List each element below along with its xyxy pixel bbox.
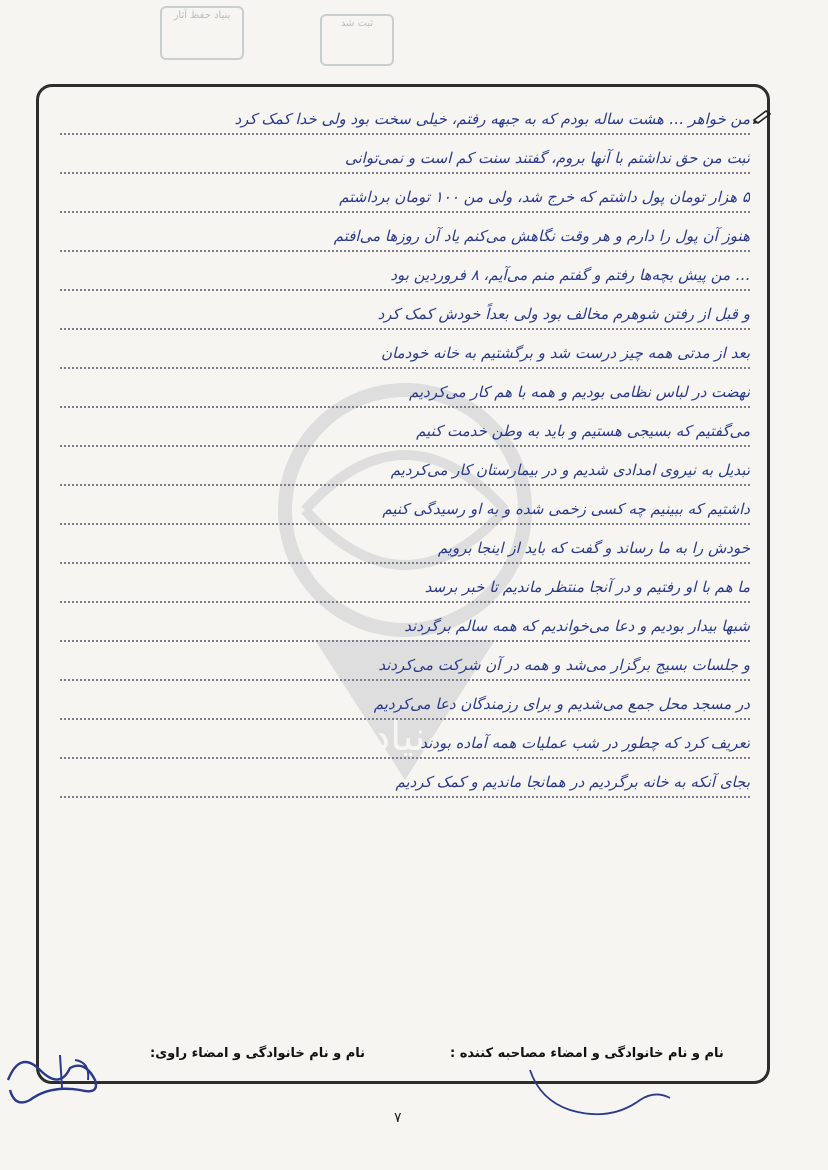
handwritten-line: خودش را به ما رساند و گفت که باید از اینجا برویم <box>60 525 750 564</box>
handwritten-text-area <box>60 96 750 798</box>
handwritten-line: و قبل از رفتن شوهرم مخالف بود ولی بعداً خودش کمک کرد <box>60 291 750 330</box>
page-number: ۷ <box>394 1110 402 1126</box>
handwritten-line: داشتیم که ببینیم چه کسی زخمی شده و به او رسیدگی کنیم <box>60 486 750 525</box>
handwritten-line: تبدیل به نیروی امدادی شدیم و در بیمارستان کار می‌کردیم <box>60 447 750 486</box>
pencil-icon <box>752 108 774 124</box>
handwritten-line: ثبت من حق نداشتم با آنها بروم، گفتند سنت کم است و نمی‌توانی <box>60 135 750 174</box>
registry-stamp-text: بنیاد حفظ آثار <box>173 10 231 21</box>
registry-stamp-secondary-text: ثبت شد <box>340 18 374 29</box>
watermark-org-name: بنیاد <box>372 714 438 760</box>
handwritten-line: می‌گفتیم که بسیجی هستیم و باید به وطن خدمت کنیم <box>60 408 750 447</box>
handwritten-line: در مسجد محل جمع می‌شدیم و برای رزمندگان دعا می‌کردیم <box>60 681 750 720</box>
handwritten-line: من خواهر … هشت ساله بودم که به جبهه رفتم، خیلی سخت بود ولی خدا کمک کرد <box>60 96 750 135</box>
handwritten-line: … من پیش بچه‌ها رفتم و گفتم منم می‌آیم، ۸ فروردین بود <box>60 252 750 291</box>
narrator-signature-label: نام و نام خانوادگی و امضاء راوی: <box>150 1046 365 1061</box>
registry-stamp <box>160 6 244 60</box>
interviewer-signature-label: نام و نام خانوادگی و امضاء مصاحبه کننده : <box>450 1046 724 1061</box>
handwritten-line: بعد از مدتی همه چیز درست شد و برگشتیم به خانه خودمان <box>60 330 750 369</box>
handwritten-line: تعریف کرد که چطور در شب عملیات همه آماده بودند <box>60 720 750 759</box>
handwritten-line: بجای آنکه به خانه برگردیم در همانجا ماندیم و کمک کردیم <box>60 759 750 798</box>
handwritten-line: نهضت در لباس نظامی بودیم و همه با هم کار می‌کردیم <box>60 369 750 408</box>
handwritten-line: ۵ هزار تومان پول داشتم که خرج شد، ولی من ۱۰۰ تومان برداشتم <box>60 174 750 213</box>
handwritten-line: ما هم با او رفتیم و در آنجا منتظر ماندیم تا خبر برسد <box>60 564 750 603</box>
handwritten-line: و جلسات بسیج برگزار می‌شد و همه در آن شرکت می‌کردند <box>60 642 750 681</box>
registry-stamp-secondary <box>320 14 394 66</box>
handwritten-line: هنوز آن پول را دارم و هر وقت نگاهش می‌کنم یاد آن روزها می‌افتم <box>60 213 750 252</box>
handwritten-line: شبها بیدار بودیم و دعا می‌خواندیم که همه سالم برگردند <box>60 603 750 642</box>
